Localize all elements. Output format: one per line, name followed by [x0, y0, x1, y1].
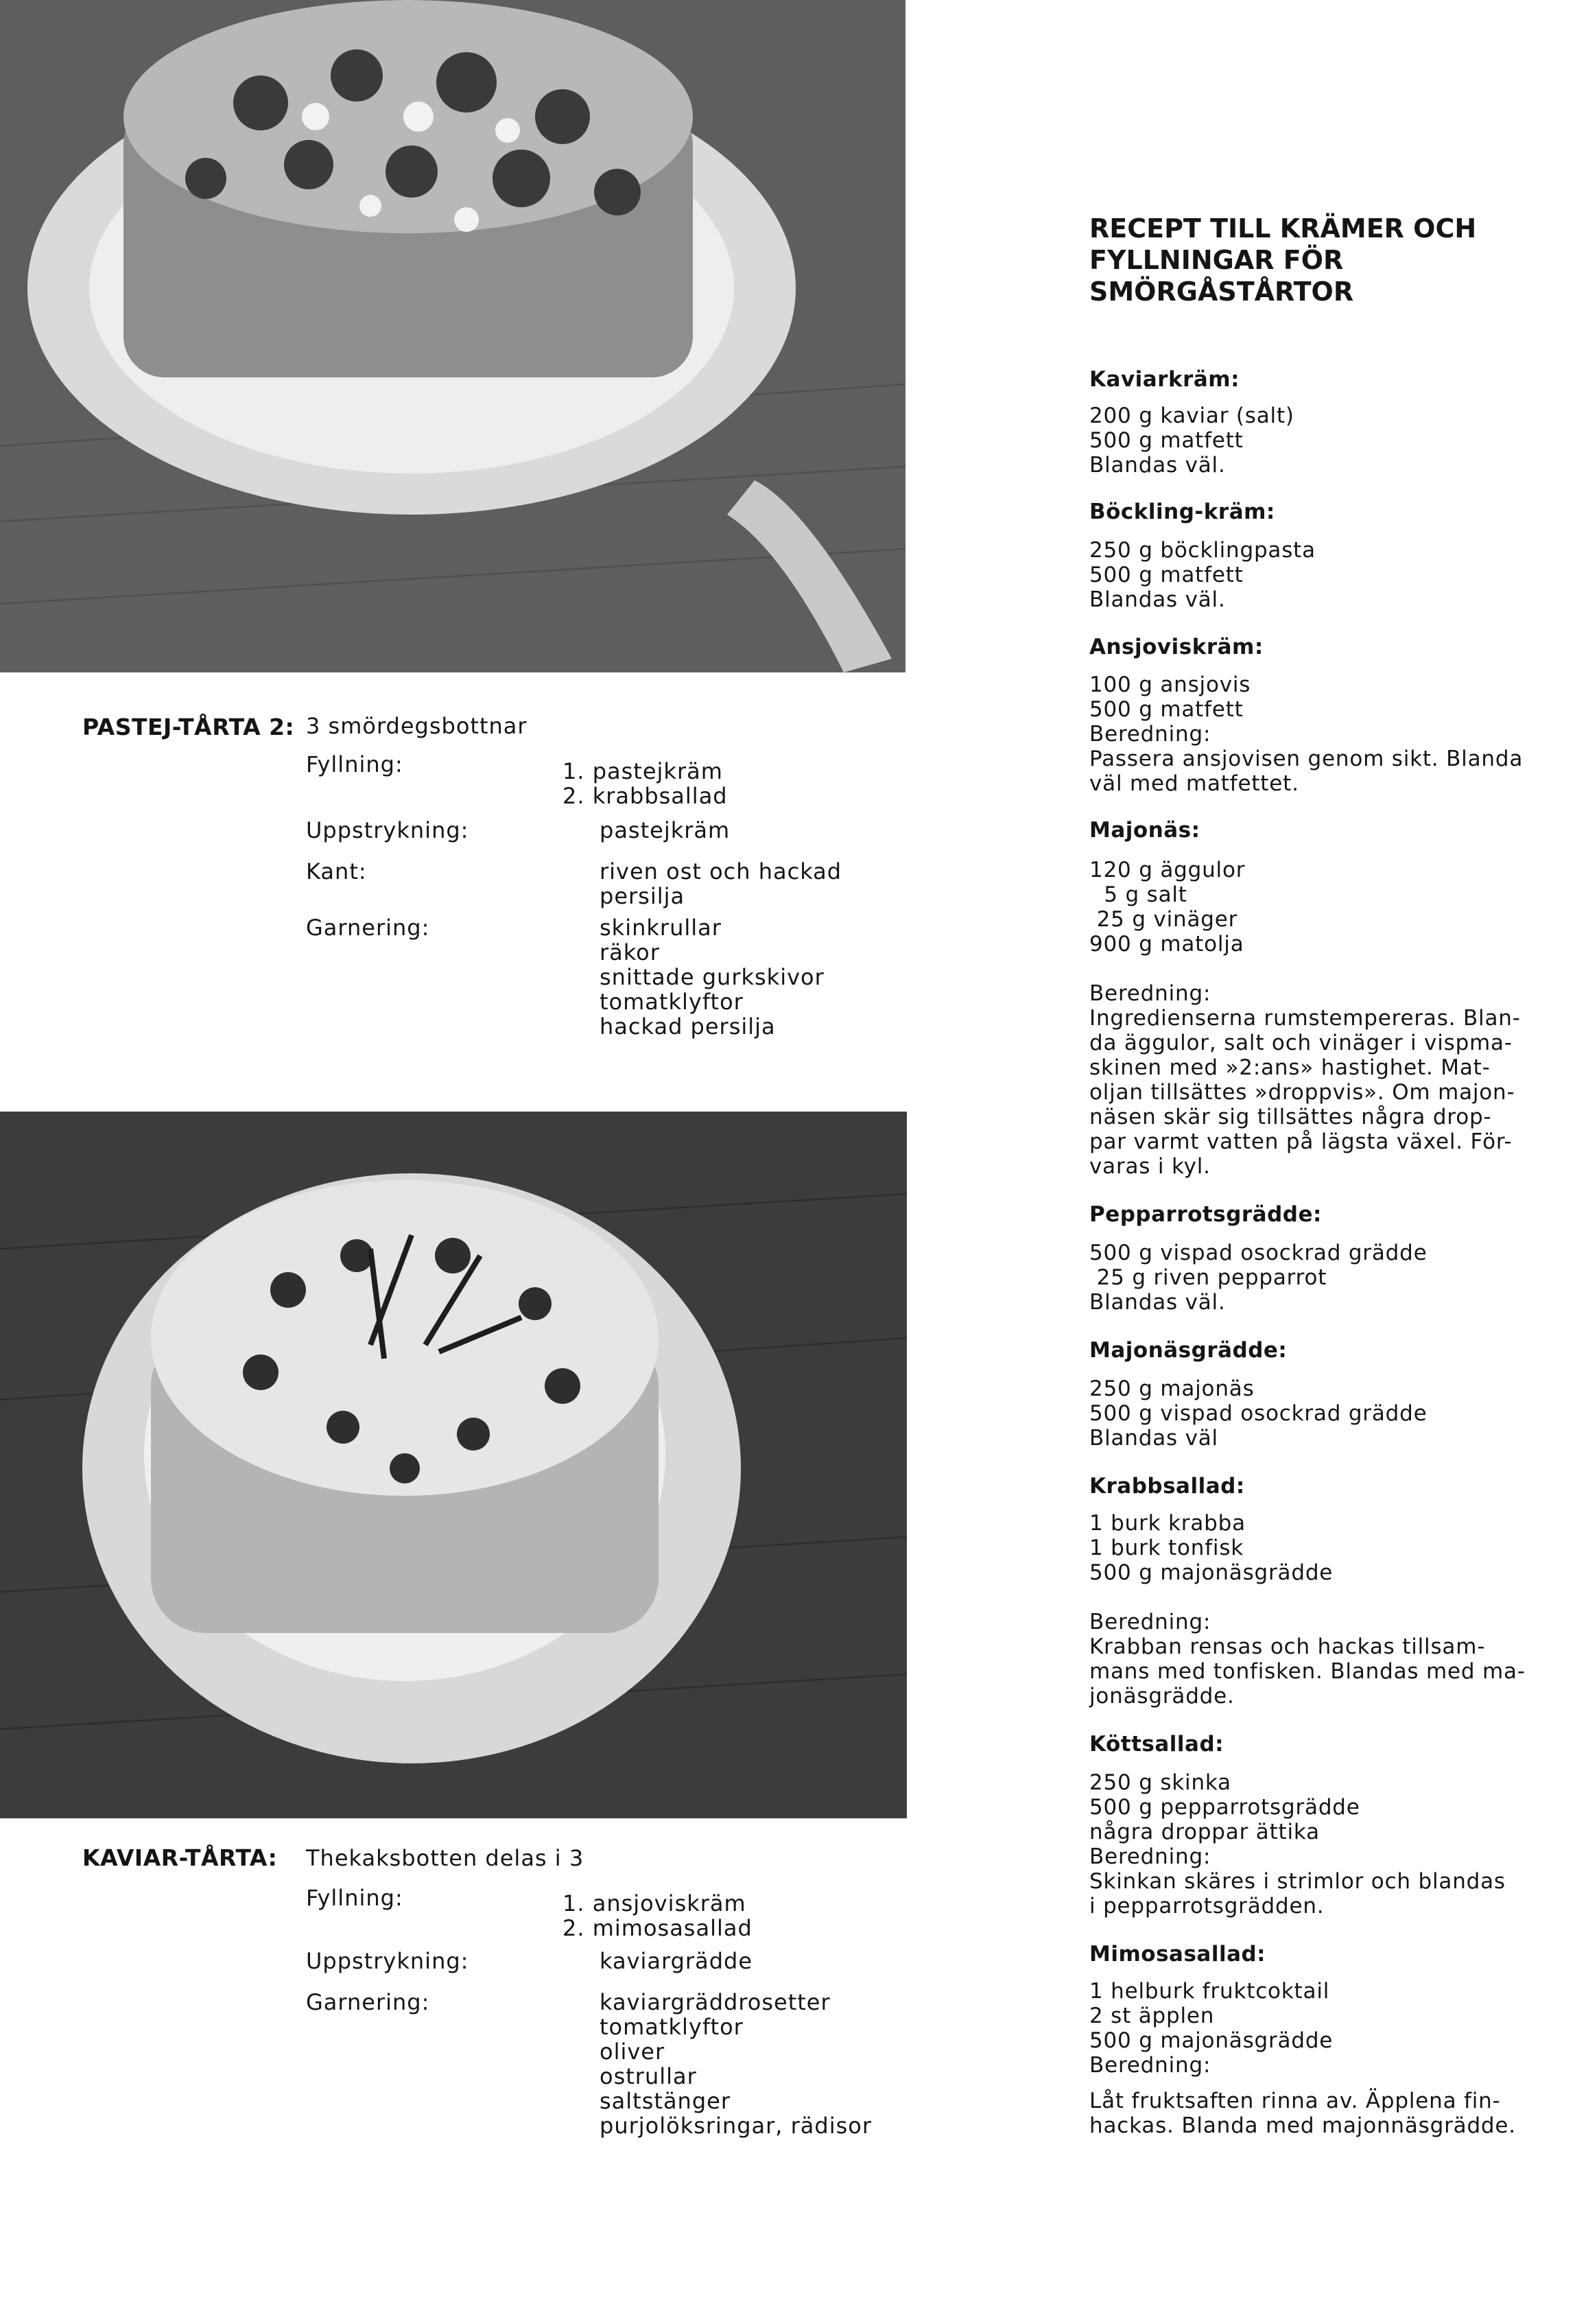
- title-line: FYLLNINGAR FÖR: [1089, 245, 1344, 275]
- field-label: Fyllning:: [306, 1885, 403, 1911]
- recipe-line: Blandas väl.: [1089, 587, 1226, 612]
- cake-photo-pastej: [0, 0, 905, 672]
- field-value: oliver: [600, 2039, 665, 2065]
- title-line: SMÖRGÅSTÅRTOR: [1089, 277, 1354, 307]
- field-value: ostrullar: [600, 2063, 697, 2089]
- recipe-line: 100 g ansjovis: [1089, 672, 1251, 697]
- recipe-heading: Böckling-kräm:: [1089, 500, 1275, 524]
- field-value: tomatklyftor: [600, 2014, 744, 2040]
- recipe-line: 25 g riven pepparrot: [1089, 1265, 1327, 1290]
- field-value: kaviargräddrosetter: [600, 1989, 831, 2015]
- recipe-heading: Mimosasallad:: [1089, 1942, 1266, 1967]
- recipe-line: Beredning:: [1089, 1610, 1211, 1634]
- title-line: RECEPT TILL KRÄMER OCH: [1089, 213, 1477, 244]
- recipe-heading: Majonäs:: [1089, 818, 1200, 843]
- field-value: snittade gurkskivor: [600, 964, 825, 990]
- recipe-line: 500 g majonäsgrädde: [1089, 1560, 1334, 1585]
- recipe-heading: Majonäsgrädde:: [1089, 1338, 1288, 1363]
- field-value: 1. ansjoviskräm: [562, 1890, 746, 1916]
- recipe-line: Blandas väl: [1089, 1426, 1218, 1451]
- recipe-line: Krabban rensas och hackas tillsam-: [1089, 1634, 1486, 1659]
- recipe-line: 2 st äpplen: [1089, 2004, 1215, 2028]
- recipe-line: Blandas väl.: [1089, 453, 1226, 478]
- field-label: Garnering:: [306, 915, 430, 941]
- cake-label: KAVIAR-TÅRTA:: [82, 1844, 278, 1871]
- recipe-line: skinen med »2:ans» hastighet. Mat-: [1089, 1055, 1491, 1080]
- field-label: Uppstrykning:: [306, 817, 469, 843]
- field-value: kaviargrädde: [600, 1948, 753, 1974]
- recipe-line: mans med tonfisken. Blandas med ma-: [1089, 1659, 1526, 1684]
- recipe-line: oljan tillsättes »droppvis». Om majon-: [1089, 1080, 1515, 1105]
- recipe-line: da äggulor, salt och vinäger i vispma-: [1089, 1031, 1513, 1055]
- recipe-line: näsen skär sig tillsättes några drop-: [1089, 1105, 1492, 1129]
- recipe-line: Blandas väl.: [1089, 1290, 1226, 1315]
- recipe-heading: Pepparrotsgrädde:: [1089, 1202, 1322, 1227]
- field-value: pastejkräm: [600, 817, 731, 843]
- cake-label: PASTEJ-TÅRTA 2:: [82, 714, 295, 740]
- recipe-line: varas i kyl.: [1089, 1154, 1211, 1179]
- recipe-line: 25 g vinäger: [1089, 907, 1238, 932]
- field-value: 2. krabbsallad: [562, 783, 728, 809]
- recipe-line: 500 g matfett: [1089, 563, 1244, 587]
- recipe-line: Beredning:: [1089, 2053, 1211, 2078]
- field-value: purjolöksringar, rädisor: [600, 2113, 873, 2139]
- recipe-line: 5 g salt: [1089, 882, 1187, 907]
- recipe-line: 250 g skinka: [1089, 1770, 1231, 1795]
- field-value: riven ost och hackad: [600, 858, 842, 884]
- recipe-line: några droppar ättika: [1089, 1820, 1320, 1844]
- recipe-line: 1 burk krabba: [1089, 1511, 1246, 1536]
- field-label: Kant:: [306, 858, 367, 884]
- recipe-line: 1 helburk fruktcoktail: [1089, 1979, 1330, 2004]
- recipe-line: väl med matfettet.: [1089, 771, 1299, 796]
- recipe-line: Ingredienserna rumstempereras. Blan-: [1089, 1006, 1521, 1031]
- field-label: Uppstrykning:: [306, 1948, 469, 1974]
- cake-base: Thekaksbotten delas i 3: [306, 1845, 584, 1871]
- field-value: räkor: [600, 939, 660, 965]
- recipe-line: Passera ansjovisen genom sikt. Blanda: [1089, 747, 1524, 771]
- recipe-line: 1 burk tonfisk: [1089, 1536, 1244, 1560]
- field-label: Fyllning:: [306, 751, 403, 777]
- recipe-line: Låt fruktsaften rinna av. Äpplena fin-: [1089, 2089, 1501, 2113]
- field-label: Garnering:: [306, 1989, 430, 2015]
- recipe-line: Beredning:: [1089, 1844, 1211, 1869]
- recipe-line: Beredning:: [1089, 981, 1211, 1006]
- field-value: hackad persilja: [600, 1013, 776, 1040]
- cake-base: 3 smördegsbottnar: [306, 713, 528, 739]
- recipe-line: 250 g majonäs: [1089, 1376, 1255, 1401]
- field-value: skinkrullar: [600, 915, 722, 941]
- recipe-line: par varmt vatten på lägsta växel. För-: [1089, 1129, 1513, 1154]
- recipe-line: 500 g matfett: [1089, 697, 1244, 722]
- recipe-line: 500 g matfett: [1089, 428, 1244, 453]
- recipe-line: Skinkan skäres i strimlor och blandas: [1089, 1869, 1506, 1894]
- recipe-line: 250 g böcklingpasta: [1089, 538, 1316, 563]
- recipe-line: jonäsgrädde.: [1089, 1684, 1235, 1709]
- field-value: tomatklyftor: [600, 989, 744, 1015]
- recipe-line: 500 g vispad osockrad grädde: [1089, 1401, 1428, 1426]
- recipe-line: 500 g vispad osockrad grädde: [1089, 1241, 1428, 1265]
- recipe-line: 900 g matolja: [1089, 932, 1244, 956]
- recipe-line: Beredning:: [1089, 722, 1211, 747]
- recipe-line: 200 g kaviar (salt): [1089, 403, 1294, 428]
- recipe-heading: Köttsallad:: [1089, 1732, 1224, 1757]
- cake-photo-kaviar: [0, 1112, 907, 1818]
- field-value: saltstänger: [600, 2088, 731, 2114]
- recipe-line: i pepparrotsgrädden.: [1089, 1894, 1325, 1918]
- recipe-heading: Ansjoviskräm:: [1089, 635, 1264, 659]
- field-value: 1. pastejkräm: [562, 758, 723, 784]
- recipe-heading: Krabbsallad:: [1089, 1474, 1245, 1499]
- recipe-heading: Kaviarkräm:: [1089, 367, 1240, 392]
- field-value: 2. mimosasallad: [562, 1915, 753, 1941]
- recipe-line: 120 g äggulor: [1089, 858, 1246, 882]
- recipe-line: 500 g majonäsgrädde: [1089, 2028, 1334, 2053]
- recipe-line: 500 g pepparrotsgrädde: [1089, 1795, 1360, 1820]
- recipe-line: hackas. Blanda med majonnäsgrädde.: [1089, 2113, 1516, 2138]
- field-value: persilja: [600, 883, 685, 909]
